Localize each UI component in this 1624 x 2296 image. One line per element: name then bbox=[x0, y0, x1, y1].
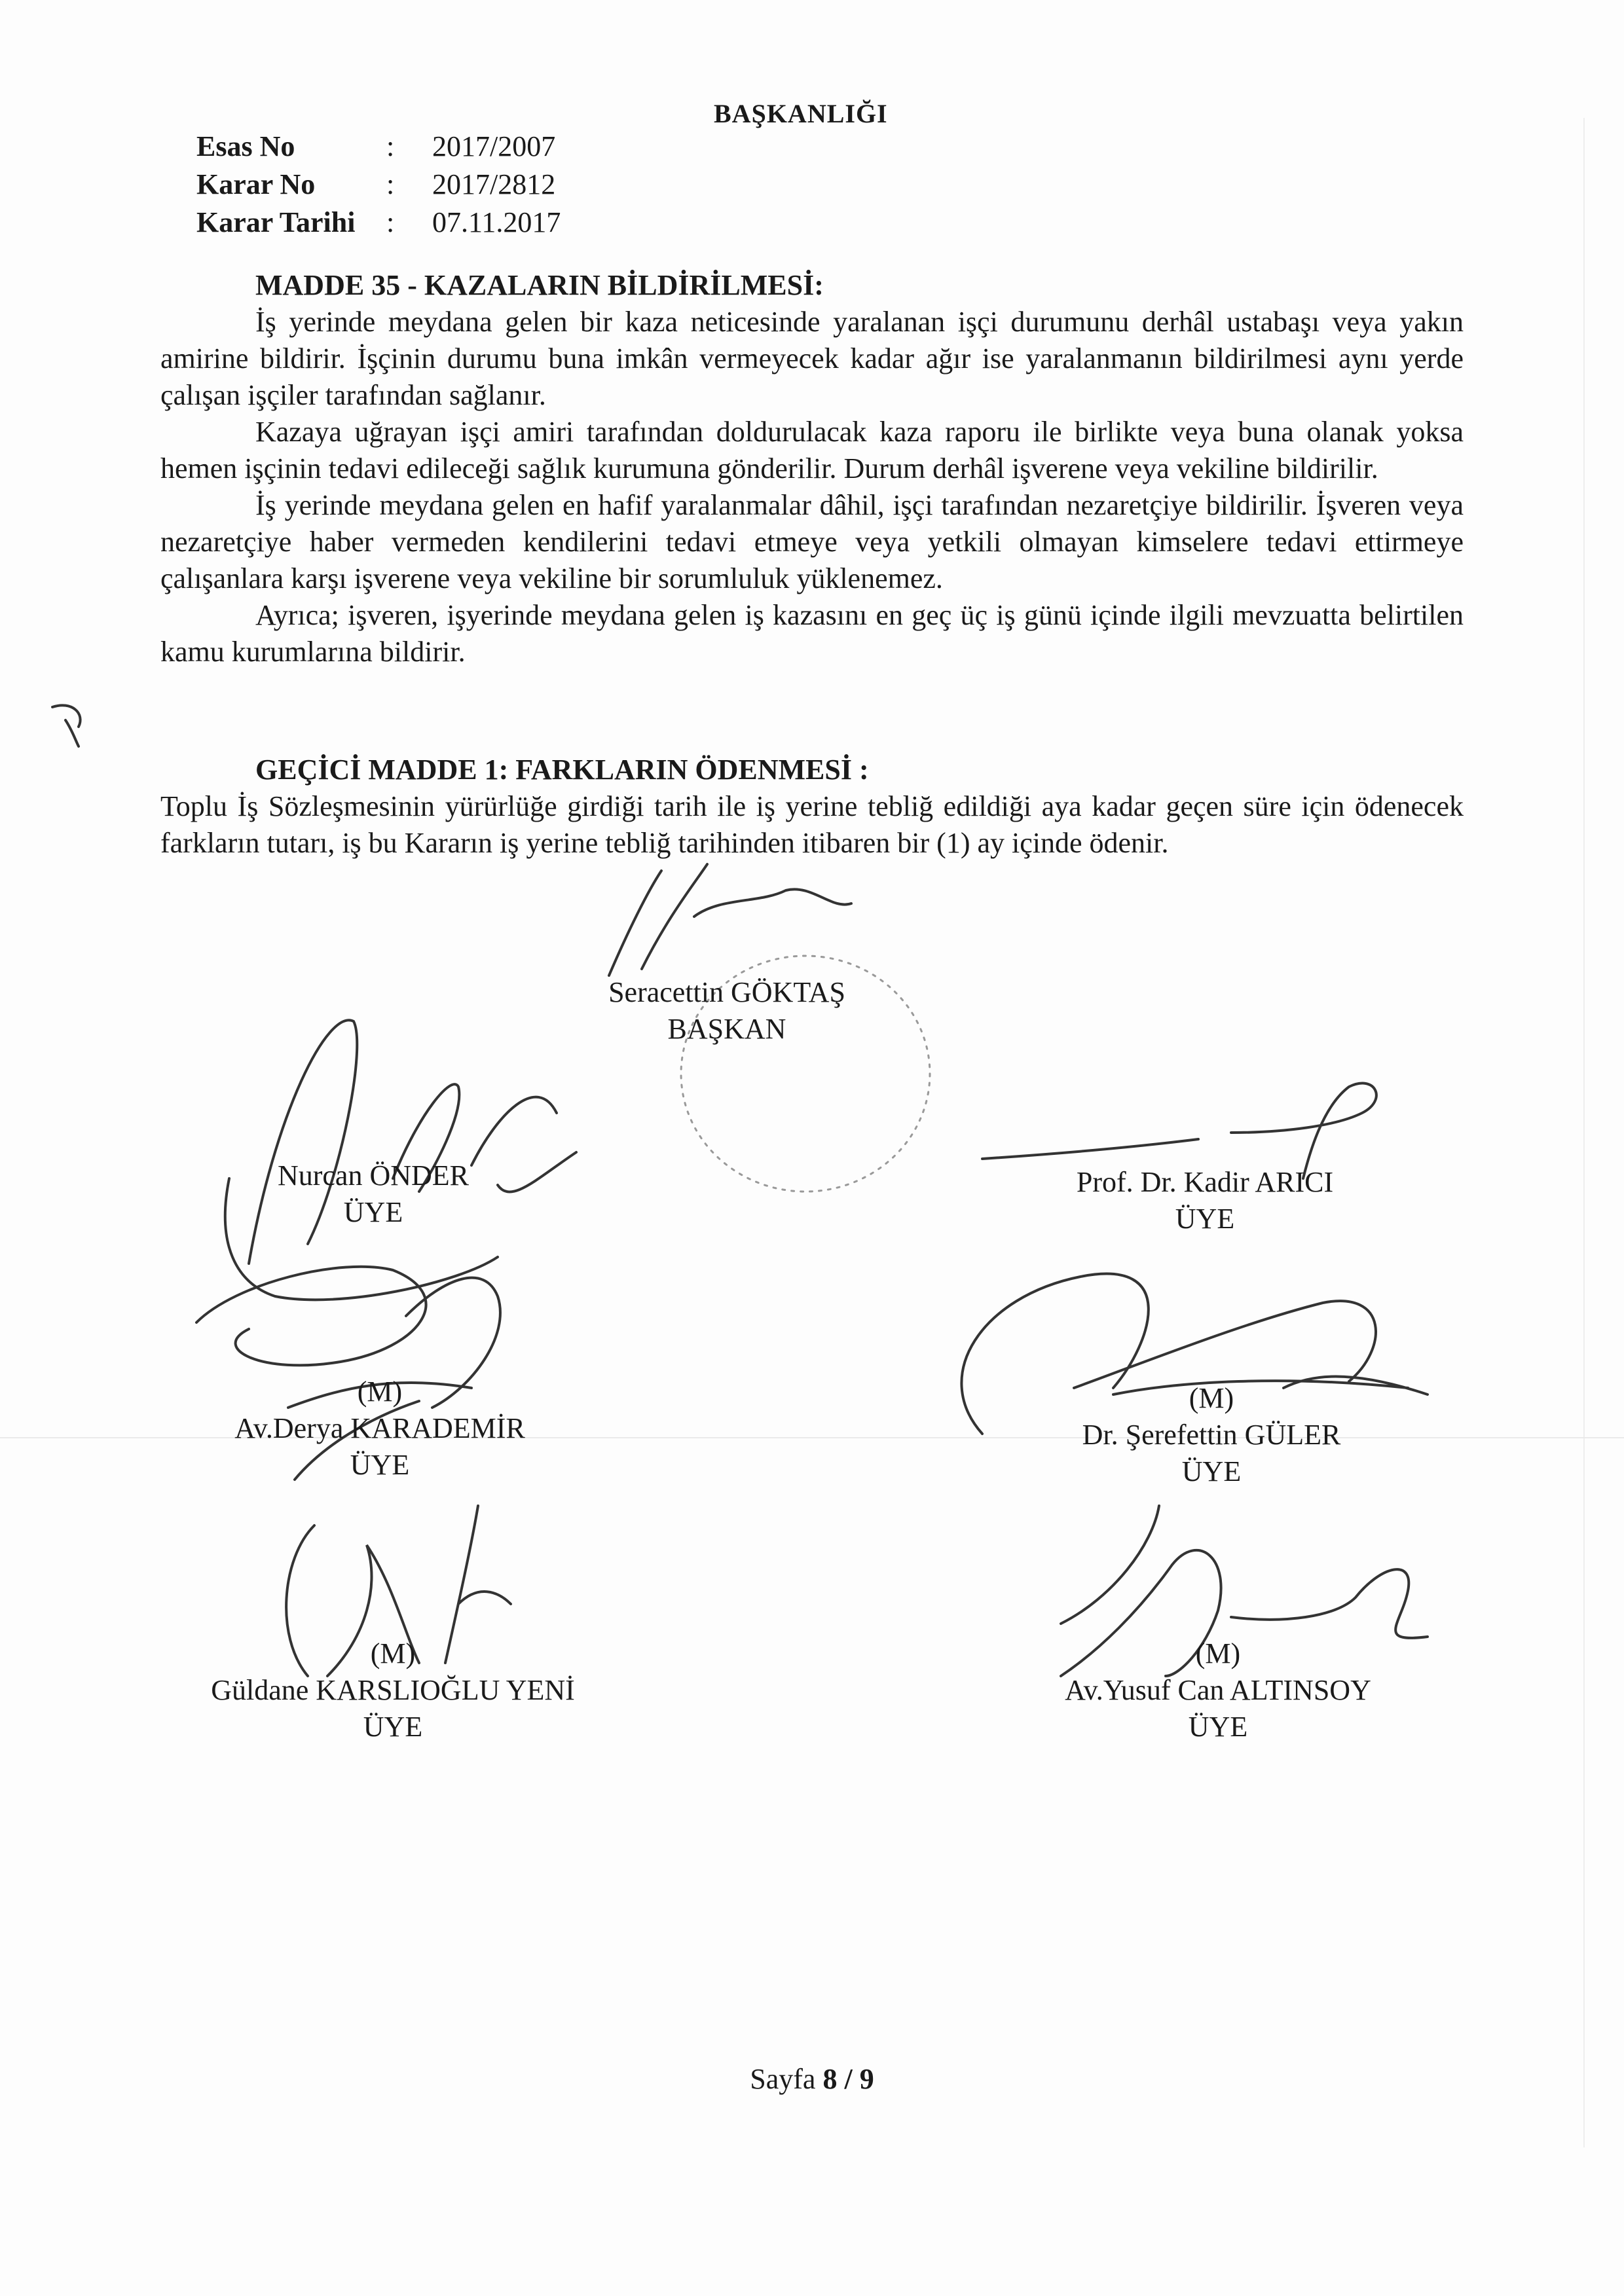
meta-colon: : bbox=[386, 168, 395, 200]
signatory-altinsoy bbox=[1008, 1635, 1428, 1745]
signatory-mark: (M) bbox=[370, 1637, 416, 1669]
signatory-name: Güldane KARSLIOĞLU YENİ bbox=[211, 1674, 575, 1706]
provisional-article-heading: GEÇİCİ MADDE 1: FARKLARIN ÖDENMESİ : bbox=[255, 754, 869, 786]
provisional-article-paragraph: Toplu İş Sözleşmesinin yürürlüğe girdiği tarih ile iş yerine tebliğ edildiği aya kadar geçen süre için ödenecek farkların tutarı, iş bu Kararın iş yerine tebliğ tarihinden itibaren bir (1) ay içinde ödenir. bbox=[160, 790, 1464, 859]
article-35-heading: MADDE 35 - KAZALARIN BİLDİRİLMESİ: bbox=[255, 269, 824, 301]
signatory-role: ÜYE bbox=[1175, 1203, 1235, 1235]
case-meta bbox=[196, 128, 561, 242]
signatory-name: Dr. Şerefettin GÜLER bbox=[1082, 1419, 1341, 1451]
meta-label: Esas No bbox=[196, 130, 295, 162]
margin-mark bbox=[52, 705, 81, 746]
signatory-name: Av.Yusuf Can ALTINSOY bbox=[1065, 1674, 1371, 1706]
meta-value: 07.11.2017 bbox=[432, 206, 561, 238]
page-number: 8 / 9 bbox=[822, 2063, 874, 2095]
meta-value: 2017/2812 bbox=[432, 168, 556, 200]
signatory-mark: (M) bbox=[357, 1376, 403, 1408]
signatory-name: Nurcan ÖNDER bbox=[277, 1159, 470, 1192]
article-35-paragraph-4: Ayrıca; işveren, işyerinde meydana gelen iş kazasını en geç üç iş günü içinde ilgili mevzuatta belirtilen kamu kurumlarına bildirir. bbox=[160, 599, 1464, 668]
page-footer bbox=[0, 2062, 1624, 2096]
signatory-name: Prof. Dr. Kadir ARICI bbox=[1076, 1166, 1334, 1198]
meta-value: 2017/2007 bbox=[432, 130, 556, 162]
signatory-role: ÜYE bbox=[350, 1449, 410, 1481]
signatory-role: ÜYE bbox=[1188, 1711, 1248, 1743]
page-label: Sayfa bbox=[750, 2063, 816, 2095]
signatory-name: Av.Derya KARADEMİR bbox=[234, 1412, 525, 1444]
article-35-paragraph-3: İş yerinde meydana gelen en hafif yaralanmalar dâhil, işçi tarafından nezaretçiye bildirilir. İşveren veya nezaretçiye haber vermeden kendilerini tedavi etmeye veya yetkili olmayan kimselere tedavi ettirmeye çalışanlara karşı işverene veya vekiline bir sorumluluk yüklenemez. bbox=[160, 489, 1464, 594]
scan-margin-line bbox=[1583, 118, 1585, 2147]
signature-goktas bbox=[609, 864, 851, 975]
signatory-role: ÜYE bbox=[1181, 1455, 1242, 1487]
signatory-mark: (M) bbox=[1195, 1637, 1241, 1669]
signatory-onder bbox=[203, 1157, 544, 1231]
meta-label: Karar Tarihi bbox=[196, 206, 356, 238]
signatory-role: ÜYE bbox=[363, 1711, 423, 1743]
provisional-article-1 bbox=[160, 752, 1464, 862]
signatory-president bbox=[557, 974, 897, 1048]
signatory-role: ÜYE bbox=[343, 1196, 403, 1228]
article-35 bbox=[160, 267, 1464, 670]
signatory-arici bbox=[1015, 1164, 1395, 1237]
article-35-paragraph-2: Kazaya uğrayan işçi amiri tarafından doldurulacak kaza raporu ile birlikte veya buna olanak yoksa hemen işçinin tedavi edileceği sağlık kurumuna gönderilir. Durum derhâl işverene veya vekiline bildirilir. bbox=[160, 416, 1464, 484]
signatory-karslioglu bbox=[170, 1635, 616, 1745]
signatory-guler bbox=[1022, 1380, 1401, 1490]
signatory-karademir bbox=[190, 1374, 570, 1484]
meta-esas-no bbox=[196, 128, 561, 166]
meta-karar-no bbox=[196, 166, 561, 204]
signatory-mark: (M) bbox=[1189, 1382, 1234, 1414]
header-title: BAŞKANLIĞI bbox=[714, 99, 888, 128]
meta-colon: : bbox=[386, 206, 395, 238]
meta-colon: : bbox=[386, 130, 395, 162]
meta-label: Karar No bbox=[196, 168, 316, 200]
signatory-name: Seracettin GÖKTAŞ bbox=[608, 976, 845, 1008]
meta-karar-tarihi bbox=[196, 204, 561, 242]
signatory-role: BAŞKAN bbox=[667, 1013, 786, 1045]
article-35-paragraph-1: İş yerinde meydana gelen bir kaza neticesinde yaralanan işçi durumunu derhâl ustabaşı veya yakın amirine bildirir. İşçinin durumu buna imkân vermeyecek kadar ağır ise yaralanmanın bildirilmesi aynı yerde çalışan işçiler tarafından sağlanır. bbox=[160, 306, 1464, 411]
